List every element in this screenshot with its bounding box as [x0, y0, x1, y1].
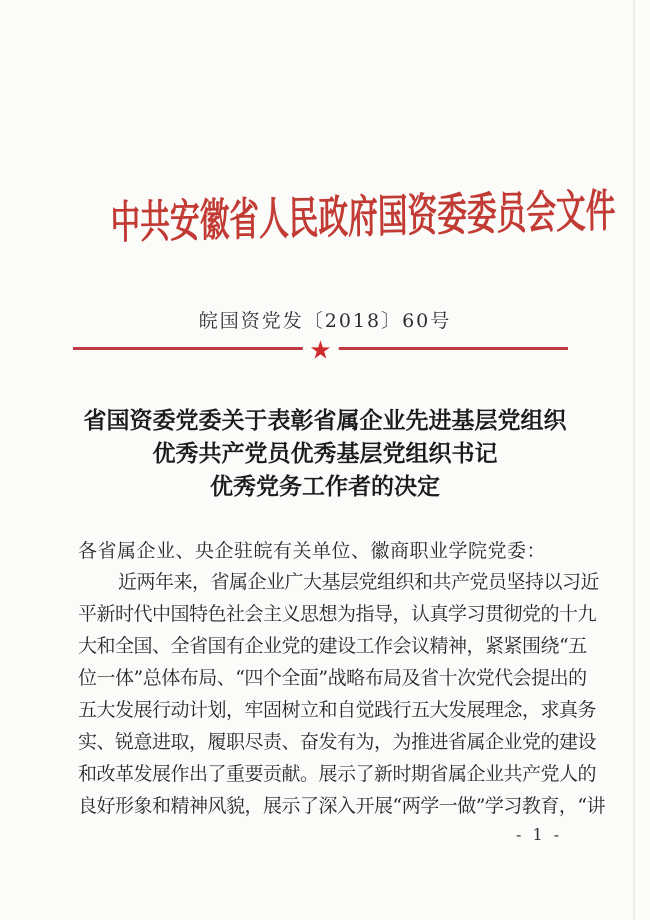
- document-number: 皖国资党发〔2018〕60号: [198, 310, 452, 332]
- star-icon: ★: [302, 337, 338, 362]
- body-line: 大和全国、全省国有企业党的建设工作会议精神，紧紧围绕“五: [78, 635, 587, 657]
- document-title-line-1: 省国资委党委关于表彰省属企业先进基层党组织: [83, 407, 567, 434]
- document-title-line-3: 优秀党务工作者的决定: [210, 473, 440, 500]
- document-title: [0, 404, 650, 503]
- red-divider-line: [73, 335, 568, 364]
- body-line: 实、锐意进取，履职尽责、奋发有为，为推进省属企业党的建设: [78, 731, 597, 753]
- body-paragraph: [78, 566, 606, 822]
- document-title-line-2: 优秀共产党员优秀基层党组织书记: [152, 440, 498, 467]
- body-line: 近两年来，省属企业广大基层党组织和共产党员坚持以习近: [118, 571, 600, 593]
- body-line: 良好形象和精神风貌，展示了深入开展“两学一做”学习教育，“讲: [78, 795, 606, 817]
- page-number: - 1 -: [516, 825, 563, 844]
- body-line: 和改革发展作出了重要贡献。展示了新时期省属企业共产党人的: [78, 763, 597, 785]
- letterhead-org-title: 中共安徽省人民政府国资委委员会文件: [110, 184, 616, 250]
- body-line: 五大发展行动计划，牢固树立和自觉践行五大发展理念，求真务: [78, 699, 597, 721]
- body-line: 平新时代中国特色社会主义思想为指导，认真学习贯彻党的十九: [78, 603, 597, 625]
- body-line: 位一体”总体布局、“四个全面”战略布局及省十次党代会提出的: [78, 667, 587, 689]
- salutation-line: 各省属企业、央企驻皖有关单位、徽商职业学院党委：: [78, 540, 547, 562]
